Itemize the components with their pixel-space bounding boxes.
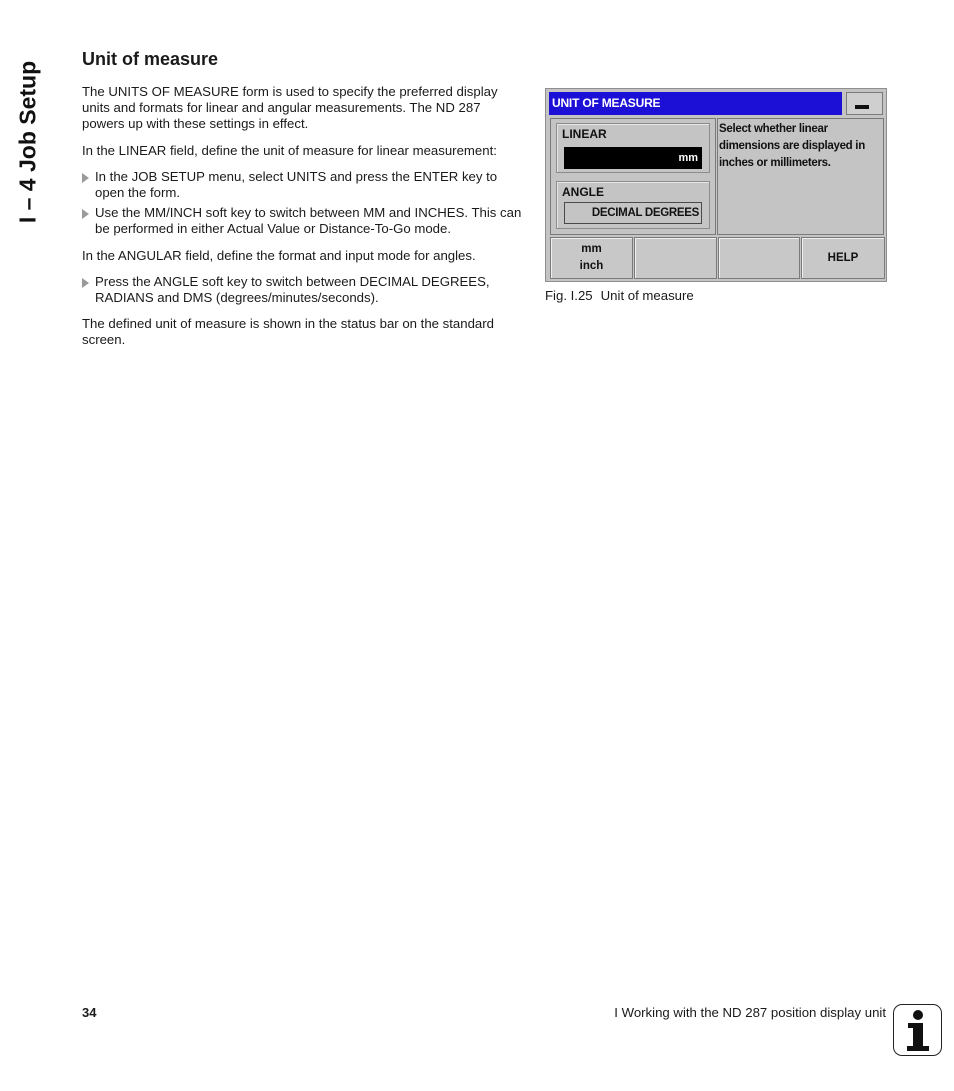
unit-of-measure-screen bbox=[545, 88, 887, 282]
info-icon-dot bbox=[913, 1010, 923, 1020]
bullet-step-2-text: Use the MM/INCH soft key to switch between MM and INCHES. This can be performed in either Actual Value or Distance-To-Go mode. bbox=[95, 205, 522, 237]
minimize-button[interactable] bbox=[846, 92, 883, 115]
bullet-step-1-text: In the JOB SETUP menu, select UNITS and press the ENTER key to open the form. bbox=[95, 168, 498, 201]
triangle-bullet-icon bbox=[82, 209, 89, 219]
help-softkey[interactable]: HELP bbox=[801, 237, 885, 279]
screen-title-bar: UNIT OF MEASURE bbox=[549, 92, 842, 115]
figure-number: Fig. I.25 bbox=[545, 288, 593, 303]
paragraph-status: The defined unit of measure is shown in the status bar on the standard screen. bbox=[82, 316, 494, 348]
bullet-step-3 bbox=[82, 274, 526, 306]
footer-chapter-title: I Working with the ND 287 position display unit bbox=[614, 1005, 886, 1020]
text-column bbox=[82, 48, 526, 359]
info-icon-stem bbox=[913, 1023, 923, 1047]
chapter-side-tab-label: I – 4 Job Setup bbox=[14, 60, 41, 224]
info-icon bbox=[893, 1004, 942, 1056]
triangle-bullet-icon bbox=[82, 278, 89, 288]
softkey-2[interactable] bbox=[634, 237, 717, 279]
help-line-2: dimensions are displayed in bbox=[719, 140, 865, 152]
paragraph-intro: The UNITS OF MEASURE form is used to specify the preferred display units and formats for linear and angular measurements. The ND 287 powers up with these settings in effect. bbox=[82, 84, 498, 132]
linear-label: LINEAR bbox=[562, 127, 607, 141]
section-heading: Unit of measure bbox=[82, 49, 219, 69]
angle-field[interactable]: DECIMAL DEGREES bbox=[564, 202, 702, 224]
minus-icon bbox=[855, 105, 869, 109]
bullet-step-1 bbox=[82, 169, 526, 201]
paragraph-linear: In the LINEAR field, define the unit of measure for linear measurement: bbox=[82, 142, 497, 158]
angle-group bbox=[556, 181, 710, 229]
form-area bbox=[550, 118, 716, 235]
mm-inch-softkey-line-2: inch bbox=[579, 260, 604, 272]
triangle-bullet-icon bbox=[82, 173, 89, 183]
chapter-side-tab bbox=[8, 50, 48, 235]
bullet-step-3-text: Press the ANGLE soft key to switch between DECIMAL DEGREES, RADIANS and DMS (degrees/minutes/seconds). bbox=[95, 273, 490, 306]
page-number: 34 bbox=[82, 1005, 97, 1020]
softkey-3[interactable] bbox=[718, 237, 800, 279]
help-line-1: Select whether linear bbox=[719, 123, 828, 135]
help-line-3: inches or millimeters. bbox=[719, 157, 831, 169]
paragraph-angular: In the ANGULAR field, define the format and input mode for angles. bbox=[82, 247, 476, 263]
figure-caption bbox=[545, 288, 694, 303]
linear-field[interactable]: mm bbox=[564, 147, 702, 169]
angle-label: ANGLE bbox=[562, 185, 604, 199]
softkey-bar bbox=[550, 237, 885, 279]
mm-inch-softkey-line-1: mm bbox=[581, 243, 602, 255]
linear-group bbox=[556, 123, 710, 173]
help-text-panel bbox=[717, 118, 884, 235]
bullet-step-2 bbox=[82, 205, 526, 237]
figure-caption-text: Unit of measure bbox=[600, 288, 694, 303]
mm-inch-softkey[interactable] bbox=[550, 237, 633, 279]
info-icon-base bbox=[907, 1046, 929, 1051]
